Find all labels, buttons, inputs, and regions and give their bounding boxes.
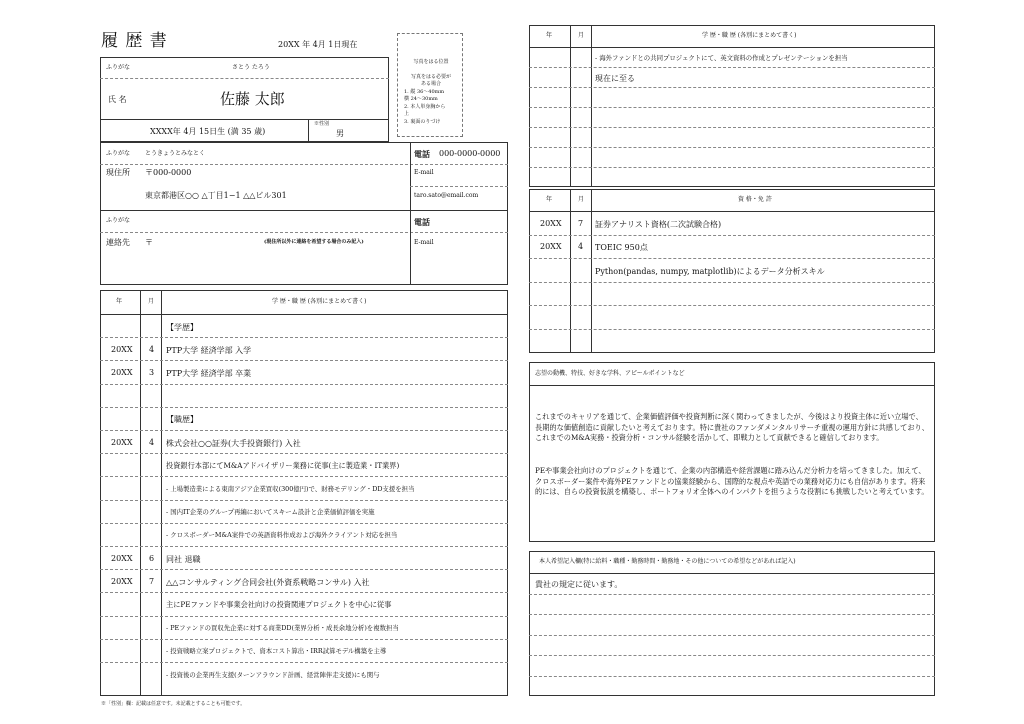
- row-content: - 国内IT企業のグループ再編においてスキーム設計と企業価値評価を実施: [166, 508, 375, 517]
- history-left-col-month: 月: [148, 298, 155, 305]
- motivation-label: 志望の動機、特技、好きな学科、アピールポイントなど: [535, 370, 685, 377]
- row-content: PTP大学 経済学部 卒業: [166, 369, 252, 378]
- row-content: 証券アナリスト資格(二次試験合格): [595, 219, 722, 229]
- address-furigana-value: とうきょうとみなとく: [145, 150, 206, 157]
- license-col-month: 月: [578, 196, 585, 203]
- gender-label: ※性別: [314, 121, 330, 127]
- contact-email-label: E-mail: [414, 239, 434, 246]
- license-col-year: 年: [546, 196, 553, 203]
- email-label: E-mail: [414, 169, 434, 176]
- contact-phone-label: 電話: [414, 217, 430, 227]
- requests-value: 貴社の規定に従います。: [535, 580, 623, 589]
- history-left-col-content: 学 歴・職 歴 (各別にまとめて書く): [272, 298, 367, 305]
- address-value: 東京都港区○○ △丁目1−1 △△ビル301: [145, 191, 287, 200]
- row-month: 4: [578, 242, 584, 252]
- row-year: 20XX: [111, 576, 133, 586]
- row-year: 20XX: [111, 368, 133, 377]
- name-furigana-value: さとう たろう: [232, 64, 270, 71]
- row-content: - 海外ファンドとの共同プロジェクトにて、英文資料の作成とプレゼンテーションを担当: [595, 54, 848, 62]
- motivation-paragraph-2: PEや事業会社向けのプロジェクトを通じて、企業の内部構造や経営課題に踏み込んだ分析力を培ってきました。加えて、クロスボーダー案件や海外PEファンドとの協業経験から、国際的な視点や英語での業務対応力にも自信があります。将来的には、自らの投資仮説を構築し、ポートフォリオ全体へのインパクトを担うような役割にも挑戦したいと考えています。: [535, 466, 929, 496]
- row-content: 主にPEファンドや事業会社向けの投資関連プロジェクトを中心に従事: [166, 600, 392, 609]
- row-content: - 投資戦略立案プロジェクトで、資本コスト算出・IRR試算モデル構築を主導: [166, 647, 387, 656]
- motivation-paragraph-1: これまでのキャリアを通じて、企業価値評価や投資判断に深く関わってきましたが、今後はより投資主体に近い立場で、長期的な価値創造に貢献したいと考えております。特に貴社のファンダメンタルリサーチ重視の運用方針に共感しており、これまでのM&A実務・投資分析・コンサル経験を活かして、即戦力として貢献できると確信しております。: [535, 412, 929, 442]
- date-text: 20XX 年 4月 1日現在: [278, 40, 358, 49]
- email-value: taro.sato@email.com: [414, 192, 479, 199]
- name-furigana-label: ふりがな: [106, 64, 131, 71]
- motivation-box: [529, 362, 935, 542]
- phone-label: 電話: [414, 149, 430, 159]
- contact-furigana-label: ふりがな: [106, 217, 131, 224]
- footnote: ※「性別」欄：記載は任意です。未記載とすることも可能です。: [101, 701, 246, 707]
- row-content: - 投資後の企業再生支援(ターンアラウンド計画、経営陣伴走支援)にも関与: [166, 670, 380, 679]
- contact-postal: 〒: [145, 238, 153, 247]
- contact-note: (現住所以外に連絡を希望する場合のみ記入): [264, 239, 364, 245]
- address-label: 現住所: [106, 168, 130, 177]
- row-content: 同社 退職: [166, 554, 201, 564]
- address-postal: 〒000-0000: [145, 168, 192, 177]
- requests-label: 本人希望記入欄(特に給料・職種・勤務時間・勤務地・その他についての希望などがあれば記入): [539, 558, 796, 565]
- row-month: 3: [149, 368, 155, 377]
- photo-placeholder: 写真をはる位置 写真をはる必要が ある場合 1. 縦 36〜40mm 横 24〜30mm 2. 本人単身胸から 上 3. 裏面のりづけ: [397, 33, 463, 137]
- history-right-col-month: 月: [578, 32, 585, 39]
- row-content: 【職歴】: [166, 415, 198, 425]
- row-content: △△コンサルティング合同会社(外資系戦略コンサル) 入社: [166, 577, 370, 587]
- history-right-col-content: 学 歴・職 歴 (各別にまとめて書く): [702, 32, 797, 39]
- page-title: 履 歴 書: [101, 31, 168, 51]
- birth-date: XXXX年 4月 15日生 (満 35 歳): [150, 127, 266, 136]
- row-month: 4: [149, 344, 155, 354]
- row-month: 7: [578, 218, 584, 228]
- contact-label: 連絡先: [106, 238, 130, 247]
- history-table-right: [529, 25, 935, 187]
- history-right-col-year: 年: [546, 32, 553, 39]
- phone-value: 000-0000-0000: [439, 149, 501, 158]
- row-content: 【学歴】: [166, 322, 198, 332]
- row-content: 株式会社○○証券(大手投資銀行) 入社: [166, 438, 301, 448]
- row-content: 投資銀行本部にてM&Aアドバイザリー業務に従事(主に製造業・IT業界): [166, 460, 400, 470]
- row-year: 20XX: [111, 344, 133, 354]
- row-content: PTP大学 経済学部 入学: [166, 345, 252, 355]
- row-content: Python(pandas, numpy, matplotlib)によるデータ分析スキル: [595, 267, 825, 276]
- license-col-content: 資 格・免 許: [738, 196, 772, 203]
- row-content: 現在に至る: [595, 74, 635, 83]
- row-year: 20XX: [111, 553, 133, 563]
- row-content: - クロスボーダーM&A案件での英語資料作成および海外クライアント対応を担当: [166, 531, 398, 540]
- row-month: 7: [149, 576, 155, 586]
- row-content: TOEIC 950点: [595, 243, 648, 253]
- row-content: - PEファンドの買収先企業に対する商業DD(業界分析・成長余地分析)を複数担当: [166, 624, 399, 633]
- name-label: 氏 名: [108, 95, 127, 104]
- gender-value: 男: [336, 129, 344, 138]
- history-left-col-year: 年: [116, 298, 123, 305]
- row-year: 20XX: [540, 218, 562, 228]
- address-furigana-label: ふりがな: [106, 150, 131, 157]
- row-content: - 上場製造業による東南アジア企業買収(300億円)で、財務モデリング・DD支援を担当: [166, 485, 415, 493]
- row-year: 20XX: [540, 242, 562, 252]
- row-month: 4: [149, 437, 155, 447]
- name-value: 佐藤 太郎: [220, 90, 285, 108]
- row-month: 6: [149, 553, 155, 563]
- row-year: 20XX: [111, 437, 133, 447]
